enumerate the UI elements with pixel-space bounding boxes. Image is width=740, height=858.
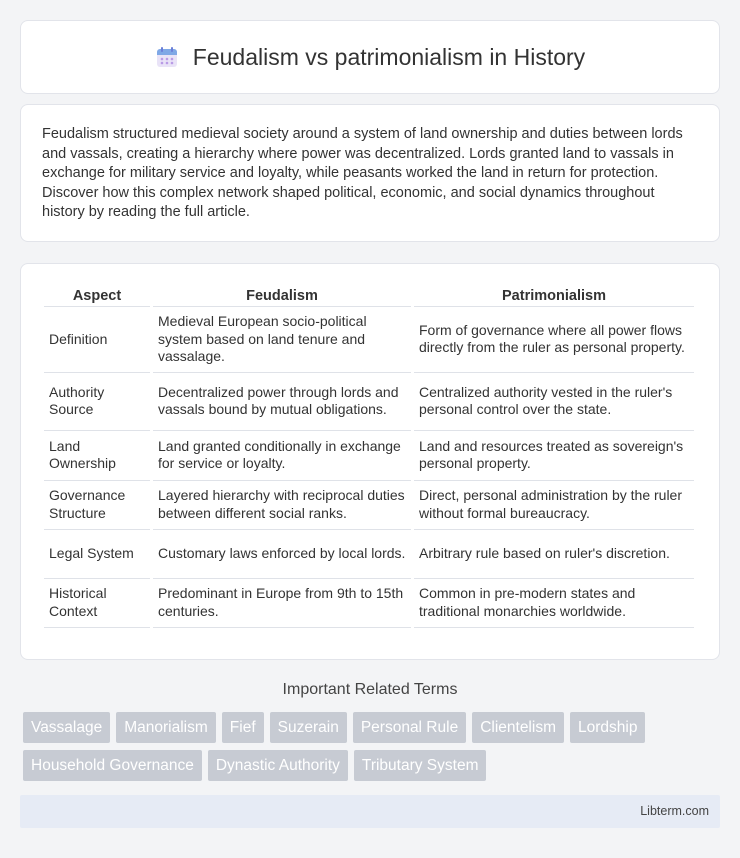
intro-text: Feudalism structured medieval society around a system of land ownership and duties between lords and vassals, creating a hierarchy where power was decentralized. Lords granted land to vassals in exchange for military service and loyalty, while peasants worked the land in return for protection. Discover how this complex network shaped political, economic, and social dynamics throughout history by reading the full article. <box>42 126 683 221</box>
term-tag[interactable]: Manorialism <box>116 712 216 743</box>
cell-patrimonialism: Direct, personal administration by the ruler without formal bureaucracy. <box>414 481 694 530</box>
comparison-table <box>41 286 697 628</box>
footer-brand[interactable]: Libterm.com <box>640 804 709 818</box>
term-tag[interactable]: Clientelism <box>472 712 564 743</box>
cell-patrimonialism: Centralized authority vested in the ruler's personal control over the state. <box>414 373 694 431</box>
term-tag[interactable]: Lordship <box>570 712 645 743</box>
cell-feudalism: Land granted conditionally in exchange for service or loyalty. <box>153 431 411 481</box>
related-terms-list <box>23 712 703 781</box>
header-feudalism: Feudalism <box>153 286 411 307</box>
cell-patrimonialism: Form of governance where all power flows directly from the ruler as personal property. <box>414 307 694 373</box>
cell-feudalism: Decentralized power through lords and vassals bound by mutual obligations. <box>153 373 411 431</box>
cell-aspect: Authority Source <box>44 373 150 431</box>
table-row <box>44 530 694 579</box>
term-tag[interactable]: Dynastic Authority <box>208 750 348 781</box>
table-row <box>44 431 694 481</box>
term-tag[interactable]: Personal Rule <box>353 712 466 743</box>
table-row <box>44 481 694 530</box>
cell-aspect: Legal System <box>44 530 150 579</box>
related-terms-heading: Important Related Terms <box>282 681 458 698</box>
term-tag[interactable]: Tributary System <box>354 750 487 781</box>
term-tag[interactable]: Fief <box>222 712 264 743</box>
cell-feudalism: Predominant in Europe from 9th to 15th centuries. <box>153 579 411 628</box>
header-aspect: Aspect <box>44 286 150 307</box>
table-row <box>44 307 694 373</box>
calendar-icon <box>155 45 179 69</box>
cell-feudalism: Medieval European socio-political system based on land tenure and vassalage. <box>153 307 411 373</box>
cell-aspect: Definition <box>44 307 150 373</box>
title-card <box>20 20 720 94</box>
comparison-table-card <box>20 263 720 660</box>
cell-feudalism: Customary laws enforced by local lords. <box>153 530 411 579</box>
term-tag[interactable]: Suzerain <box>270 712 347 743</box>
term-tag[interactable]: Vassalage <box>23 712 110 743</box>
page-title: Feudalism vs patrimonialism in History <box>192 43 586 70</box>
table-row <box>44 579 694 628</box>
table-header-row <box>44 286 694 307</box>
footer <box>20 795 720 828</box>
cell-aspect: Land Ownership <box>44 431 150 481</box>
table-row <box>44 373 694 431</box>
intro-card <box>20 104 720 242</box>
cell-patrimonialism: Arbitrary rule based on ruler's discretion. <box>414 530 694 579</box>
cell-patrimonialism: Common in pre-modern states and traditional monarchies worldwide. <box>414 579 694 628</box>
cell-aspect: Governance Structure <box>44 481 150 530</box>
header-patrimonialism: Patrimonialism <box>414 286 694 307</box>
cell-patrimonialism: Land and resources treated as sovereign's personal property. <box>414 431 694 481</box>
cell-aspect: Historical Context <box>44 579 150 628</box>
cell-feudalism: Layered hierarchy with reciprocal duties between different social ranks. <box>153 481 411 530</box>
term-tag[interactable]: Household Governance <box>23 750 202 781</box>
